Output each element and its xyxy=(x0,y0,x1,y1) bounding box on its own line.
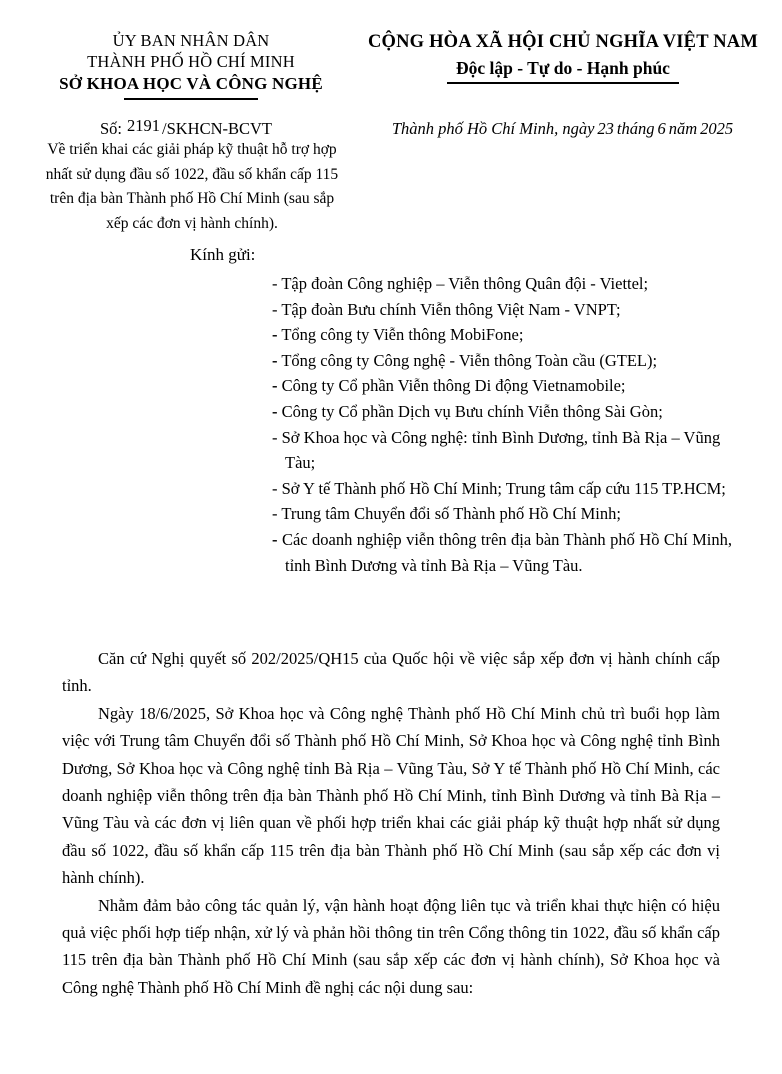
document-number-block xyxy=(0,118,352,140)
recipient-item xyxy=(272,373,732,399)
recipient-dash: - xyxy=(272,274,278,293)
recipient-text: Trung tâm Chuyển đổi số Thành phố Hồ Chí Minh; xyxy=(281,504,621,524)
recipient-item xyxy=(272,527,732,578)
recipient-dash: - xyxy=(272,376,278,396)
issue-year: 2025 xyxy=(700,119,734,138)
recipient-dash: - xyxy=(272,401,278,421)
document-number-label: Số: xyxy=(99,119,122,138)
recipient-text: Các doanh nghiệp viễn thông trên địa bàn Thành phố Hồ Chí Minh, tỉnh Bình Dương và tỉnh Bà Rịa – Vũng Tàu. xyxy=(281,529,733,575)
recipient-dash: - xyxy=(272,325,278,345)
recipient-dash: - xyxy=(272,478,278,498)
document-number-value: 2191 xyxy=(127,116,160,135)
recipient-item xyxy=(272,297,732,323)
recipient-item xyxy=(272,425,732,476)
recipient-item xyxy=(272,476,732,502)
recipient-item xyxy=(272,271,732,297)
recipients-list xyxy=(272,271,732,578)
document-header xyxy=(0,30,782,100)
recipient-dash: - xyxy=(272,350,278,370)
recipient-text: Sở Y tế Thành phố Hồ Chí Minh; Trung tâm cấp cứu 115 TP.HCM; xyxy=(281,478,726,498)
issuing-department-name: SỞ KHOA HỌC VÀ CÔNG NGHỆ xyxy=(59,74,323,93)
national-title: CỘNG HÒA XÃ HỘI CHỦ NGHĨA VIỆT NAM xyxy=(367,32,759,52)
document-number-suffix: /SKHCN-BCVT xyxy=(162,119,273,138)
body-paragraph: Căn cứ Nghị quyết số 202/2025/QH15 của Quốc hội về việc sắp xếp đơn vị hành chính cấp tỉnh. xyxy=(62,649,720,696)
header-divider-right xyxy=(447,82,679,84)
recipient-item xyxy=(272,348,732,374)
header-divider-left xyxy=(124,98,258,100)
recipient-dash: - xyxy=(272,504,278,524)
recipient-text: Tổng công ty Công nghệ - Viễn thông Toàn cầu (GTEL); xyxy=(281,350,658,370)
recipient-dash: - xyxy=(272,529,278,549)
document-body xyxy=(62,645,720,1001)
parent-authority-line-2: THÀNH PHỐ HỒ CHÍ MINH xyxy=(87,52,295,71)
issue-day: 23 xyxy=(597,119,614,138)
issue-place-and-day-label: Thành phố Hồ Chí Minh, ngày xyxy=(391,119,595,138)
month-label: tháng xyxy=(616,119,655,138)
recipient-text: Công ty Cổ phần Dịch vụ Bưu chính Viễn thông Sài Gòn; xyxy=(281,401,663,421)
recipient-text: Sở Khoa học và Công nghệ: tỉnh Bình Dương, tỉnh Bà Rịa – Vũng Tàu; xyxy=(281,427,721,473)
recipient-text: Công ty Cổ phần Viễn thông Di động Vietnamobile; xyxy=(281,376,626,396)
recipients-section xyxy=(0,243,782,578)
document-subject: Về triển khai các giải pháp kỹ thuật hỗ trợ hợp nhất sử dụng đầu số 1022, đầu số khẩn cấp 115 trên địa bàn Thành phố Hồ Chí Minh (sau sắp xếp các đơn vị hành chính). xyxy=(45,141,339,232)
national-motto: Độc lập - Tự do - Hạnh phúc xyxy=(456,58,670,78)
body-paragraph: Nhằm đảm bảo công tác quản lý, vận hành hoạt động liên tục và triển khai thực hiện có hiệu quả việc phối hợp tiếp nhận, xử lý và phản hồi thông tin trên Cổng thông tin 1022, đầu số khẩn cấp 115 trên địa bàn Thành phố Hồ Chí Minh (sau sắp xếp các đơn vị hành chính), Sở Khoa học và Công nghệ Thành phố Hồ Chí Minh đề nghị các nội dung sau: xyxy=(62,895,720,997)
recipient-text: Tập đoàn Bưu chính Viễn thông Việt Nam - VNPT; xyxy=(281,299,621,319)
number-and-date-row xyxy=(0,118,782,140)
recipient-item xyxy=(272,501,732,527)
year-label: năm xyxy=(668,119,698,138)
recipient-dash: - xyxy=(272,427,278,447)
recipient-text: Tổng công ty Viễn thông MobiFone; xyxy=(281,325,524,345)
issue-month: 6 xyxy=(657,119,666,138)
recipient-item xyxy=(272,322,732,348)
issuing-authority-block xyxy=(0,30,352,100)
recipient-dash: - xyxy=(272,299,278,319)
recipients-label: Kính gửi: xyxy=(190,245,256,264)
parent-authority-line-1: ỦY BAN NHÂN DÂN xyxy=(112,31,270,50)
body-paragraph: Ngày 18/6/2025, Sở Khoa học và Công nghệ Thành phố Hồ Chí Minh chủ trì buổi họp làm việc với Trung tâm Chuyển đổi số Thành phố Hồ Chí Minh, Sở Khoa học và Công nghệ tỉnh Bình Dương, Sở Khoa học và Công nghệ tỉnh Bà Rịa – Vũng Tàu, Sở Y tế Thành phố Hồ Chí Minh, các doanh nghiệp viễn thông trên địa bàn Thành phố Hồ Chí Minh, tỉnh Bình Dương và tỉnh Bà Rịa – Vũng Tàu và các đơn vị liên quan về phối hợp triển khai các giải pháp kỹ thuật hợp nhất sử dụng đầu số 1022, đầu số khẩn cấp 115 trên địa bàn Thành phố Hồ Chí Minh (sau sắp xếp các đơn vị hành chính). xyxy=(62,703,720,888)
national-heading-block xyxy=(352,30,782,84)
recipient-item xyxy=(272,399,732,425)
issue-date-block xyxy=(352,118,782,140)
recipient-text: Tập đoàn Công nghiệp – Viễn thông Quân đội - Viettel; xyxy=(281,274,649,293)
